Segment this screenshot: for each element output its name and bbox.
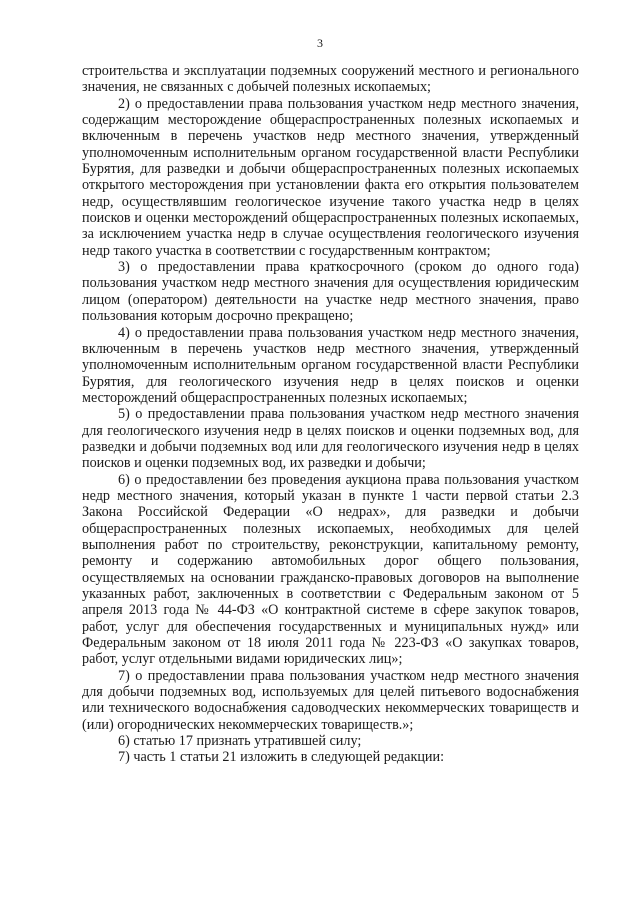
paragraph-amendment-6: 6) статью 17 признать утратившей силу; [118, 733, 362, 750]
paragraph-continuation: строительства и эксплуатации подземных сооружений местного и регионального значения, не связанных с добычей полезных ископаемых; [82, 63, 579, 96]
paragraph-item-6: 6) о предоставлении без проведения аукциона права пользования участком недр местного значения, который указан в пункте 1 части первой статьи 2.3 Закона Российской Федерации «О недрах», для разведки и добычи общераспространенных полезных ископаемых, необходимых для целей выполнения работ по строительству, реконструкции, капитальному ремонту, ремонту и содержанию автомобильных дорог общего пользования, осуществляемых на основании гражданско-правовых договоров на выполнение указанных работ, заключенных в соответствии с Федеральным законом от 5 апреля 2013 года № 44-ФЗ «О контрактной системе в сфере закупок товаров, работ, услуг для обеспечения государственных и муниципальных нужд» или Федеральным законом от 18 июля 2011 года № 223-ФЗ «О закупках товаров, работ, услуг отдельными видами юридических лиц»; [82, 471, 579, 668]
paragraph-item-3: 3) о предоставлении права краткосрочного (сроком до одного года) пользования участком недр местного значения для осуществления юридическим лицом (оператором) деятельности на участке недр местного значения, право пользования которым досрочно прекращено; [82, 259, 579, 325]
page-number: 3 [317, 36, 323, 50]
document-body [82, 63, 579, 766]
paragraph-item-5: 5) о предоставлении права пользования участком недр местного значения для геологического изучения недр в целях поисков и оценки подземных вод, для разведки и добычи подземных вод или для геологического изучения недр в целях поисков и оценки подземных вод, их разведки и добычи; [82, 406, 579, 472]
paragraph-amendment-7: 7) часть 1 статьи 21 изложить в следующей редакции: [118, 749, 445, 766]
paragraph-item-4: 4) о предоставлении права пользования участком недр местного значения, включенным в перечень участков недр местного значения, утвержденный уполномоченным исполнительным органом государственной власти Республики Бурятия, для геологического изучения недр в целях поисков и оценки месторождений общераспространенных полезных ископаемых; [82, 324, 579, 406]
paragraph-item-2: 2) о предоставлении права пользования участком недр местного значения, содержащим месторождение общераспространенных полезных ископаемых и включенным в перечень участков недр местного значения, утвержденный уполномоченным исполнительным органом государственной власти Республики Бурятия, для разведки и добычи общераспространенных полезных ископаемых открытого месторождения при установлении факта его открытия пользователем недр, осуществлявшим геологическое изучение такого участка недр в целях поисков и оценки месторождений общераспространенных полезных ископаемых, за исключением участка недр в случае осуществления геологического изучения недр такого участка в соответствии с государственным контрактом; [82, 95, 579, 259]
paragraph-item-7: 7) о предоставлении права пользования участком недр местного значения для добычи подземных вод, используемых для целей питьевого водоснабжения или технического водоснабжения садоводческих некоммерческих товариществ и (или) огороднических некоммерческих товариществ.»; [82, 667, 579, 733]
